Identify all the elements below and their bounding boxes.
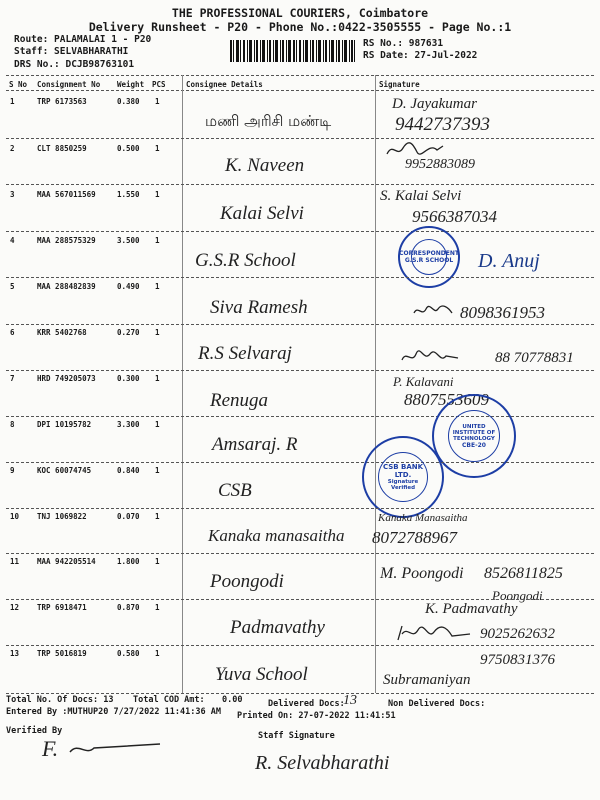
row-8-rule	[6, 462, 594, 463]
csb-bank-stamp	[362, 436, 444, 518]
total-docs: Total No. Of Docs: 13	[6, 695, 114, 705]
barcode-image	[230, 40, 355, 62]
row-6-phone: 88 70778831	[495, 350, 574, 366]
row-13-signature: Subramaniyan	[383, 672, 471, 688]
row-5-phone: 8098361953	[460, 303, 545, 322]
row-6-consignee: R.S Selvaraj	[198, 343, 292, 364]
row-5-weight: 0.490	[117, 282, 140, 291]
row-7-weight: 0.300	[117, 374, 140, 383]
csb-bank-stamp-text: CSB BANK LTD.	[382, 463, 424, 479]
signature-column-divider	[375, 75, 376, 693]
row-3-phone: 9566387034	[412, 207, 497, 226]
row-10-phone: 8072788967	[372, 528, 457, 547]
row-10-sno: 10	[10, 512, 20, 521]
runsheet-subtitle: Delivery Runsheet - P20 - Phone No.:0422-3505555 - Page No.:1	[88, 20, 512, 34]
row-12-sno: 12	[10, 603, 20, 612]
drs-number: DRS No.: DCJB98763101	[14, 59, 135, 70]
row-3-weight: 1.550	[117, 190, 140, 199]
row-4-signature: D. Anuj	[478, 250, 540, 272]
row-6-pcs: 1	[155, 328, 160, 337]
row-3-pcs: 1	[155, 190, 160, 199]
row-12-pcs: 1	[155, 603, 160, 612]
verified-by-signature-stroke	[68, 738, 163, 758]
row-10-weight: 0.070	[117, 512, 140, 521]
row-13-phone: 9750831376	[480, 652, 555, 668]
total-cod-value: 0.00	[222, 695, 243, 705]
printed-on: Printed On: 27-07-2022 11:41:51	[237, 711, 396, 721]
row-5-signature-scribble	[412, 303, 454, 319]
row-5-rule	[6, 324, 594, 325]
institute-stamp-code: CBE-20	[462, 441, 486, 449]
row-10-pcs: 1	[155, 512, 160, 521]
col-header-sno: S No	[9, 80, 28, 89]
row-4-consignee: G.S.R School	[195, 250, 296, 271]
row-1-signature: D. Jayakumar	[392, 96, 477, 112]
row-12-weight: 0.870	[117, 603, 140, 612]
row-3-consignee: Kalai Selvi	[220, 203, 304, 224]
row-5-sno: 5	[10, 282, 15, 291]
row-11-pcs: 1	[155, 557, 160, 566]
verified-by-label: Verified By	[6, 726, 63, 736]
row-3-consignment-no: MAA 567011569	[37, 190, 96, 199]
col-header-consignee: Consignee Details	[186, 80, 263, 89]
runsheet-title: THE PROFESSIONAL COURIERS, Coimbatore	[171, 6, 429, 20]
row-1-rule	[6, 138, 594, 139]
row-11-signature: M. Poongodi	[380, 565, 464, 582]
row-2-consignment-no: CLT 8850259	[37, 144, 87, 153]
row-6-sno: 6	[10, 328, 15, 337]
row-8-pcs: 1	[155, 420, 160, 429]
row-2-pcs: 1	[155, 144, 160, 153]
row-1-weight: 0.380	[117, 97, 140, 106]
row-11-consignment-no: MAA 942205514	[37, 557, 96, 566]
row-9-pcs: 1	[155, 466, 160, 475]
table-top-rule	[6, 75, 594, 76]
row-9-consignment-no: KOC 60074745	[37, 466, 92, 475]
row-6-rule	[6, 370, 594, 371]
csb-bank-stamp-verified: Signature Verified	[387, 479, 419, 491]
row-8-consignment-no: DPI 10195782	[37, 420, 92, 429]
row-1-consignment-no: TRP 6173563	[37, 97, 87, 106]
total-cod-label: Total COD Amt:	[133, 695, 205, 705]
col-header-signature: Signature	[379, 80, 420, 89]
consignee-column-divider	[182, 75, 183, 693]
row-10-rule	[6, 553, 594, 554]
row-2-sno: 2	[10, 144, 15, 153]
row-4-rule	[6, 277, 594, 278]
row-1-sno: 1	[10, 97, 15, 106]
rs-number: RS No.: 987631	[363, 38, 444, 49]
row-2-phone: 9952883089	[405, 157, 475, 172]
row-8-consignee: Amsaraj. R	[212, 434, 298, 455]
row-1-phone: 9442737393	[395, 114, 490, 135]
route-label: Route: PALAMALAI 1 - P20	[14, 34, 152, 45]
row-3-signature: S. Kalai Selvi	[380, 188, 462, 204]
row-7-consignment-no: HRD 749205073	[37, 374, 96, 383]
correspondent-stamp-text: CORRESPONDENT G.S.R SCHOOL	[399, 250, 459, 264]
row-13-consignment-no: TRP 5016819	[37, 649, 87, 658]
col-header-weight: Weight	[117, 80, 145, 89]
verified-by-signature: F.	[42, 736, 59, 761]
row-11-phone: 8526811825	[484, 565, 563, 582]
rs-date: RS Date: 27-Jul-2022	[363, 50, 478, 61]
row-5-pcs: 1	[155, 282, 160, 291]
row-12-signature-scribble	[394, 622, 474, 646]
row-12-signature: K. Padmavathy	[425, 601, 518, 617]
row-1-consignee: மணி அரிசி மண்டி	[205, 112, 332, 130]
row-2-rule	[6, 184, 594, 185]
row-2-weight: 0.500	[117, 144, 140, 153]
row-11-consignee: Poongodi	[210, 571, 284, 592]
row-9-sno: 9	[10, 466, 15, 475]
row-11-weight: 1.800	[117, 557, 140, 566]
row-7-consignee: Renuga	[210, 390, 269, 411]
row-6-weight: 0.270	[117, 328, 140, 337]
row-13-consignee: Yuva School	[215, 664, 308, 685]
row-3-sno: 3	[10, 190, 15, 199]
staff-signature-label: Staff Signature	[258, 731, 335, 741]
institute-stamp	[432, 394, 516, 478]
row-4-consignment-no: MAA 288575329	[37, 236, 96, 245]
delivered-docs-label: Delivered Docs:	[268, 699, 345, 709]
row-6-consignment-no: KRR 5402768	[37, 328, 87, 337]
entered-by: Entered By :MUTHUP20 7/27/2022 11:41:36 AM	[6, 707, 221, 717]
row-7-signature: P. Kalavani	[393, 374, 454, 389]
delivered-docs-count: 13	[343, 693, 357, 708]
row-4-pcs: 1	[155, 236, 160, 245]
table-bottom-rule	[6, 693, 594, 694]
row-12-phone: 9025262632	[480, 626, 555, 642]
row-9-consignee: CSB	[218, 480, 252, 501]
row-7-pcs: 1	[155, 374, 160, 383]
col-header-pcs: PCS	[152, 80, 166, 89]
row-11-note: Poongodi	[492, 588, 543, 603]
row-7-sno: 7	[10, 374, 15, 383]
row-4-sno: 4	[10, 236, 15, 245]
row-12-consignee: Padmavathy	[230, 617, 325, 638]
row-11-sno: 11	[10, 557, 20, 566]
row-12-consignment-no: TRP 6918471	[37, 603, 87, 612]
col-header-consignment: Consignment No	[37, 80, 101, 89]
row-13-sno: 13	[10, 649, 20, 658]
row-1-pcs: 1	[155, 97, 160, 106]
row-8-weight: 3.300	[117, 420, 140, 429]
row-3-rule	[6, 231, 594, 232]
row-2-consignee: K. Naveen	[225, 155, 305, 176]
staff-signature: R. Selvabharathi	[255, 752, 390, 774]
row-10-signature: Kanaka Manasaitha	[378, 512, 468, 524]
row-13-weight: 0.580	[117, 649, 140, 658]
row-13-pcs: 1	[155, 649, 160, 658]
correspondent-stamp	[398, 226, 460, 288]
row-8-sno: 8	[10, 420, 15, 429]
institute-stamp-text: UNITED INSTITUTE OF TECHNOLOGY	[452, 423, 496, 442]
row-4-weight: 3.500	[117, 236, 140, 245]
row-10-consignee: Kanaka manasaitha	[208, 526, 345, 545]
row-11-rule	[6, 599, 594, 600]
row-10-consignment-no: TNJ 1069822	[37, 512, 87, 521]
staff-label: Staff: SELVABHARATHI	[14, 46, 129, 57]
row-9-rule	[6, 508, 594, 509]
row-9-weight: 0.840	[117, 466, 140, 475]
non-delivered-docs-label: Non Delivered Docs:	[388, 699, 486, 709]
row-7-phone: 8807553609	[404, 390, 489, 409]
header-bottom-rule	[6, 90, 594, 91]
row-12-rule	[6, 645, 594, 646]
row-5-consignment-no: MAA 288482839	[37, 282, 96, 291]
row-6-signature-scribble	[400, 348, 460, 368]
row-5-consignee: Siva Ramesh	[210, 297, 308, 318]
